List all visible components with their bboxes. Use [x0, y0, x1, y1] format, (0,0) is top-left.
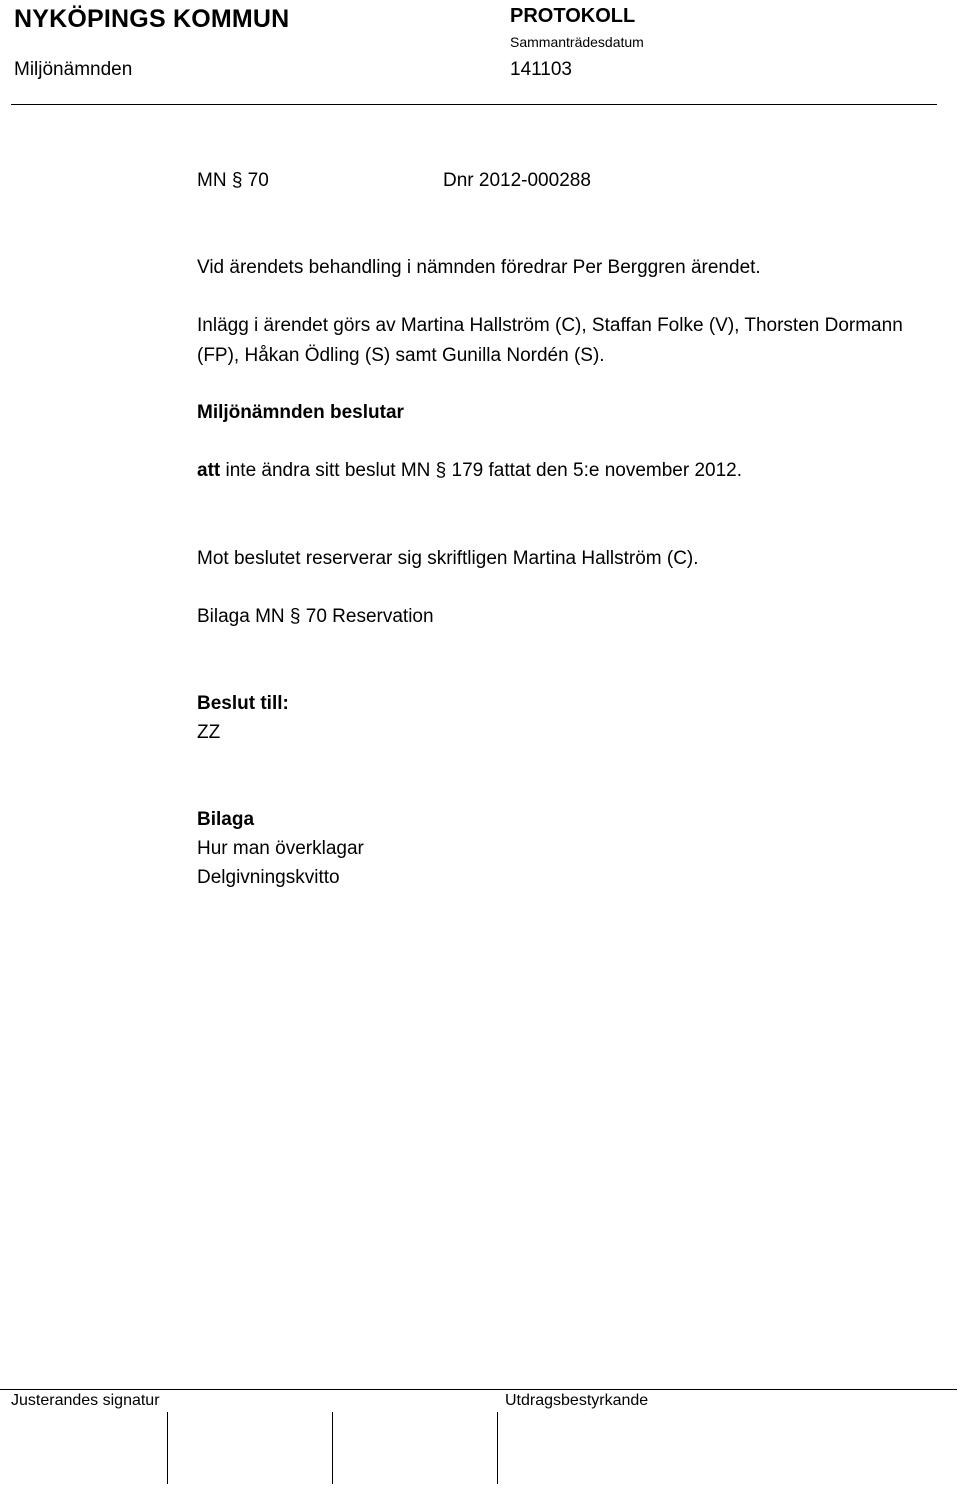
- signature-field-divider: [497, 1412, 498, 1484]
- sent-to-item: ZZ: [197, 722, 221, 743]
- case-number: Dnr 2012-000288: [443, 170, 591, 191]
- decision-keyword: att: [197, 460, 221, 481]
- presentation-paragraph: Vid ärendets behandling i nämnden föredrar Per Berggren ärendet.: [197, 257, 761, 278]
- footer-divider: [0, 1389, 957, 1390]
- decision-heading: Miljönämnden beslutar: [197, 402, 404, 423]
- attachment-reference: Bilaga MN § 70 Reservation: [197, 606, 434, 627]
- reservation-paragraph: Mot beslutet reserverar sig skriftligen Martina Hallström (C).: [197, 548, 699, 569]
- document-type: PROTOKOLL: [510, 5, 636, 27]
- paragraph-number: MN § 70: [197, 170, 269, 191]
- meeting-date: 141103: [510, 59, 572, 80]
- committee-name: Miljönämnden: [14, 59, 133, 80]
- decision-text: [197, 456, 742, 486]
- statements-paragraph: Inlägg i ärendet görs av Martina Hallström (C), Staffan Folke (V), Thorsten Dormann (FP), Håkan Ödling (S) samt Gunilla Nordén (S).: [197, 315, 903, 366]
- meeting-date-label: Sammanträdesdatum: [510, 34, 644, 50]
- appendix-item: Delgivningskvitto: [197, 867, 340, 888]
- header-divider: [11, 104, 937, 105]
- appendix-heading: Bilaga: [197, 809, 255, 830]
- signature-field-divider: [332, 1412, 333, 1484]
- organization-name: NYKÖPINGS KOMMUN: [14, 5, 290, 33]
- decision-body: inte ändra sitt beslut MN § 179 fattat den 5:e november 2012.: [220, 460, 743, 481]
- appendix-item: Hur man överklagar: [197, 838, 364, 859]
- signature-field-divider: [167, 1412, 168, 1484]
- certification-label: Utdragsbestyrkande: [505, 1392, 649, 1409]
- signature-label: Justerandes signatur: [11, 1392, 160, 1409]
- sent-to-heading: Beslut till:: [197, 693, 289, 714]
